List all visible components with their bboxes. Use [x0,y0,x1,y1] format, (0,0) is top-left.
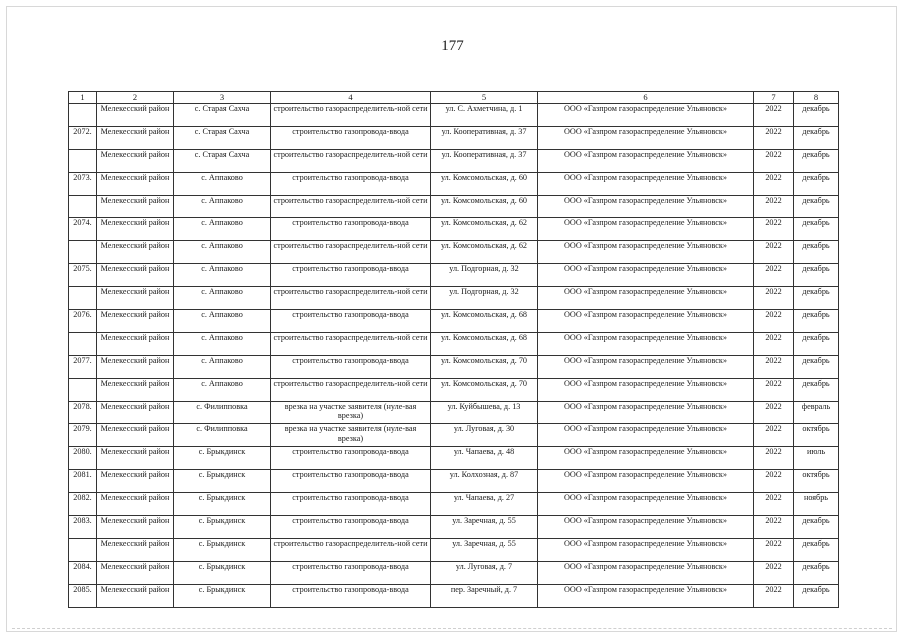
address-cell: ул. Куйбышева, д. 13 [431,401,538,424]
table-row [69,172,839,195]
district-cell: Мелекесский район [97,447,174,470]
scan-edge [12,628,892,630]
district-cell: Мелекесский район [97,516,174,539]
organization-cell: ООО «Газпром газораспределение Ульяновск» [538,424,754,447]
table-row [69,401,839,424]
address-cell: ул. С. Ахметчина, д. 1 [431,104,538,127]
month-cell: декабрь [794,126,839,149]
year-cell: 2022 [754,355,794,378]
organization-cell: ООО «Газпром газораспределение Ульяновск» [538,287,754,310]
year-cell: 2022 [754,332,794,355]
month-cell: декабрь [794,355,839,378]
table-row [69,195,839,218]
organization-cell: ООО «Газпром газораспределение Ульяновск» [538,195,754,218]
year-cell: 2022 [754,447,794,470]
table-row [69,126,839,149]
settlement-cell: с. Старая Сахча [174,126,271,149]
year-cell: 2022 [754,378,794,401]
month-cell: декабрь [794,104,839,127]
column-header: 7 [754,92,794,104]
month-cell: декабрь [794,584,839,607]
address-cell: ул. Колхозная, д. 87 [431,470,538,493]
work-type-cell: строительство газопровода-ввода [271,355,431,378]
address-cell: ул. Кооперативная, д. 37 [431,149,538,172]
year-cell: 2022 [754,264,794,287]
month-cell: декабрь [794,264,839,287]
year-cell: 2022 [754,287,794,310]
address-cell: ул. Комсомольская, д. 70 [431,355,538,378]
district-cell: Мелекесский район [97,241,174,264]
organization-cell: ООО «Газпром газораспределение Ульяновск» [538,401,754,424]
work-type-cell: строительство газопровода-ввода [271,516,431,539]
district-cell: Мелекесский район [97,104,174,127]
row-number-cell: 2084. [69,561,97,584]
table-row [69,241,839,264]
year-cell: 2022 [754,104,794,127]
address-cell: ул. Комсомольская, д. 60 [431,195,538,218]
organization-cell: ООО «Газпром газораспределение Ульяновск» [538,493,754,516]
settlement-cell: с. Аппаково [174,172,271,195]
work-type-cell: строительство газопровода-ввода [271,172,431,195]
settlement-cell: с. Старая Сахча [174,104,271,127]
address-cell: ул. Чапаева, д. 27 [431,493,538,516]
row-number-cell [69,378,97,401]
table-row [69,493,839,516]
organization-cell: ООО «Газпром газораспределение Ульяновск» [538,104,754,127]
table-body [69,104,839,608]
settlement-cell: с. Аппаково [174,332,271,355]
work-type-cell: строительство газораспределитель-ной сети [271,149,431,172]
year-cell: 2022 [754,424,794,447]
table-row [69,378,839,401]
table-row [69,287,839,310]
district-cell: Мелекесский район [97,172,174,195]
month-cell: декабрь [794,561,839,584]
row-number-cell [69,538,97,561]
table-row [69,538,839,561]
work-type-cell: строительство газопровода-ввода [271,493,431,516]
year-cell: 2022 [754,218,794,241]
organization-cell: ООО «Газпром газораспределение Ульяновск» [538,172,754,195]
month-cell: декабрь [794,332,839,355]
settlement-cell: с. Старая Сахча [174,149,271,172]
row-number-cell: 2072. [69,126,97,149]
district-cell: Мелекесский район [97,561,174,584]
work-type-cell: строительство газопровода-ввода [271,470,431,493]
address-cell: ул. Заречная, д. 55 [431,516,538,539]
address-cell: ул. Луговая, д. 7 [431,561,538,584]
address-cell: ул. Кооперативная, д. 37 [431,126,538,149]
row-number-cell: 2080. [69,447,97,470]
month-cell: декабрь [794,516,839,539]
table-row [69,516,839,539]
year-cell: 2022 [754,149,794,172]
column-header: 3 [174,92,271,104]
work-type-cell: строительство газораспределитель-ной сети [271,195,431,218]
district-cell: Мелекесский район [97,218,174,241]
organization-cell: ООО «Газпром газораспределение Ульяновск» [538,378,754,401]
settlement-cell: с. Филипповка [174,424,271,447]
row-number-cell: 2076. [69,310,97,333]
table-row [69,332,839,355]
organization-cell: ООО «Газпром газораспределение Ульяновск» [538,447,754,470]
district-cell: Мелекесский район [97,195,174,218]
year-cell: 2022 [754,561,794,584]
work-type-cell: врезка на участке заявителя (нуле-вая врезка) [271,401,431,424]
work-type-cell: строительство газораспределитель-ной сети [271,104,431,127]
table-row [69,104,839,127]
settlement-cell: с. Аппаково [174,195,271,218]
work-type-cell: строительство газопровода-ввода [271,264,431,287]
organization-cell: ООО «Газпром газораспределение Ульяновск» [538,584,754,607]
work-type-cell: строительство газораспределитель-ной сети [271,287,431,310]
address-cell: ул. Чапаева, д. 48 [431,447,538,470]
work-type-cell: строительство газораспределитель-ной сети [271,378,431,401]
organization-cell: ООО «Газпром газораспределение Ульяновск» [538,561,754,584]
row-number-cell: 2077. [69,355,97,378]
address-cell: ул. Луговая, д. 30 [431,424,538,447]
organization-cell: ООО «Газпром газораспределение Ульяновск» [538,264,754,287]
row-number-cell [69,195,97,218]
column-header: 4 [271,92,431,104]
address-cell: ул. Комсомольская, д. 68 [431,310,538,333]
settlement-cell: с. Аппаково [174,310,271,333]
column-header: 2 [97,92,174,104]
year-cell: 2022 [754,172,794,195]
table-row [69,561,839,584]
column-header: 8 [794,92,839,104]
settlement-cell: с. Брыкдинск [174,493,271,516]
district-cell: Мелекесский район [97,493,174,516]
row-number-cell: 2074. [69,218,97,241]
row-number-cell: 2078. [69,401,97,424]
table-row [69,447,839,470]
work-type-cell: строительство газораспределитель-ной сети [271,538,431,561]
settlement-cell: с. Аппаково [174,241,271,264]
organization-cell: ООО «Газпром газораспределение Ульяновск» [538,355,754,378]
year-cell: 2022 [754,470,794,493]
district-cell: Мелекесский район [97,287,174,310]
settlement-cell: с. Брыкдинск [174,584,271,607]
year-cell: 2022 [754,516,794,539]
year-cell: 2022 [754,401,794,424]
organization-cell: ООО «Газпром газораспределение Ульяновск» [538,516,754,539]
month-cell: октябрь [794,470,839,493]
work-type-cell: строительство газопровода-ввода [271,584,431,607]
page-number: 177 [441,38,464,54]
work-type-cell: строительство газопровода-ввода [271,447,431,470]
settlement-cell: с. Аппаково [174,264,271,287]
settlement-cell: с. Брыкдинск [174,470,271,493]
month-cell: декабрь [794,195,839,218]
work-type-cell: строительство газопровода-ввода [271,561,431,584]
row-number-cell: 2085. [69,584,97,607]
organization-cell: ООО «Газпром газораспределение Ульяновск» [538,126,754,149]
settlement-cell: с. Аппаково [174,218,271,241]
year-cell: 2022 [754,584,794,607]
month-cell: февраль [794,401,839,424]
row-number-cell: 2082. [69,493,97,516]
district-cell: Мелекесский район [97,264,174,287]
row-number-cell [69,332,97,355]
table-row [69,149,839,172]
address-cell: ул. Комсомольская, д. 68 [431,332,538,355]
work-type-cell: строительство газопровода-ввода [271,126,431,149]
month-cell: июль [794,447,839,470]
table-row [69,424,839,447]
year-cell: 2022 [754,241,794,264]
address-cell: ул. Подгорная, д. 32 [431,264,538,287]
work-type-cell: врезка на участке заявителя (нуле-вая врезка) [271,424,431,447]
column-header: 5 [431,92,538,104]
month-cell: декабрь [794,149,839,172]
row-number-cell [69,149,97,172]
address-cell: ул. Подгорная, д. 32 [431,287,538,310]
table-row [69,218,839,241]
year-cell: 2022 [754,310,794,333]
year-cell: 2022 [754,195,794,218]
organization-cell: ООО «Газпром газораспределение Ульяновск» [538,470,754,493]
organization-cell: ООО «Газпром газораспределение Ульяновск» [538,538,754,561]
settlement-cell: с. Аппаково [174,378,271,401]
month-cell: ноябрь [794,493,839,516]
organization-cell: ООО «Газпром газораспределение Ульяновск» [538,310,754,333]
row-number-cell: 2073. [69,172,97,195]
district-cell: Мелекесский район [97,401,174,424]
month-cell: декабрь [794,378,839,401]
settlement-cell: с. Брыкдинск [174,447,271,470]
work-type-cell: строительство газопровода-ввода [271,218,431,241]
organization-cell: ООО «Газпром газораспределение Ульяновск» [538,149,754,172]
row-number-cell [69,287,97,310]
row-number-cell [69,104,97,127]
table-row [69,310,839,333]
address-cell: пер. Заречный, д. 7 [431,584,538,607]
month-cell: декабрь [794,287,839,310]
year-cell: 2022 [754,126,794,149]
settlement-cell: с. Аппаково [174,287,271,310]
month-cell: декабрь [794,218,839,241]
row-number-cell: 2079. [69,424,97,447]
district-cell: Мелекесский район [97,355,174,378]
district-cell: Мелекесский район [97,378,174,401]
registry-table [68,91,839,608]
address-cell: ул. Комсомольская, д. 62 [431,218,538,241]
year-cell: 2022 [754,538,794,561]
district-cell: Мелекесский район [97,584,174,607]
settlement-cell: с. Брыкдинск [174,561,271,584]
settlement-cell: с. Брыкдинск [174,516,271,539]
row-number-cell [69,241,97,264]
work-type-cell: строительство газораспределитель-ной сети [271,241,431,264]
month-cell: декабрь [794,172,839,195]
month-cell: октябрь [794,424,839,447]
organization-cell: ООО «Газпром газораспределение Ульяновск» [538,218,754,241]
settlement-cell: с. Аппаково [174,355,271,378]
table-row [69,470,839,493]
table-row [69,264,839,287]
address-cell: ул. Заречная, д. 55 [431,538,538,561]
address-cell: ул. Комсомольская, д. 70 [431,378,538,401]
organization-cell: ООО «Газпром газораспределение Ульяновск» [538,332,754,355]
address-cell: ул. Комсомольская, д. 60 [431,172,538,195]
row-number-cell: 2083. [69,516,97,539]
settlement-cell: с. Филипповка [174,401,271,424]
district-cell: Мелекесский район [97,470,174,493]
column-header: 1 [69,92,97,104]
row-number-cell: 2075. [69,264,97,287]
district-cell: Мелекесский район [97,538,174,561]
address-cell: ул. Комсомольская, д. 62 [431,241,538,264]
month-cell: декабрь [794,310,839,333]
organization-cell: ООО «Газпром газораспределение Ульяновск» [538,241,754,264]
month-cell: декабрь [794,538,839,561]
row-number-cell: 2081. [69,470,97,493]
month-cell: декабрь [794,241,839,264]
district-cell: Мелекесский район [97,424,174,447]
district-cell: Мелекесский район [97,149,174,172]
column-header: 6 [538,92,754,104]
district-cell: Мелекесский район [97,126,174,149]
settlement-cell: с. Брыкдинск [174,538,271,561]
district-cell: Мелекесский район [97,310,174,333]
year-cell: 2022 [754,493,794,516]
work-type-cell: строительство газопровода-ввода [271,310,431,333]
table-row [69,584,839,607]
header-row [69,92,839,104]
work-type-cell: строительство газораспределитель-ной сети [271,332,431,355]
table-row [69,355,839,378]
district-cell: Мелекесский район [97,332,174,355]
